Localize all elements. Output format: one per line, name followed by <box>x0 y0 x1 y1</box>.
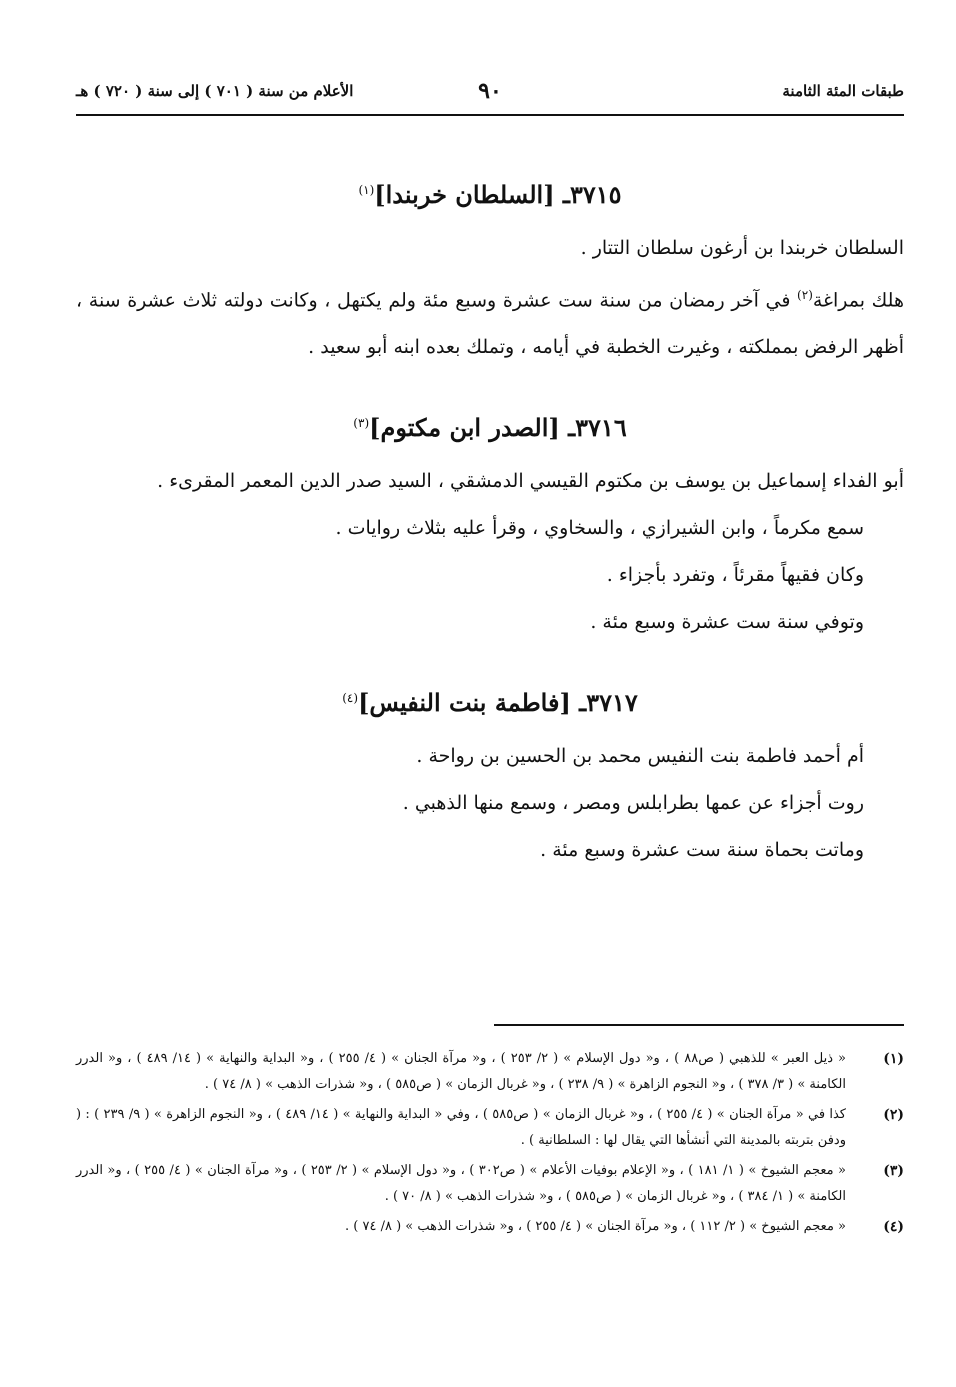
entry-paragraph: وتوفي سنة ست عشرة وسبع مئة . <box>590 611 864 634</box>
footnote-number: (٢) <box>883 1107 904 1123</box>
entry-paragraph: وماتت بحماة سنة ست عشرة وسبع مئة . <box>540 839 864 862</box>
entry-title: ٣٧١٦ـ [الصدر ابن مكتوم]$^{(٣)}$ <box>353 413 627 443</box>
entry-paragraph: أبو الفداء إسماعيل بن يوسف بن مكتوم القيسي الدمشقي ، السيد صدر الدين المعمر المقرىء . <box>157 470 904 493</box>
footnote-number: (٣) <box>883 1163 904 1179</box>
footnote: (٢) كذا في « مرآة الجنان » ( ٤/ ٢٥٥ ) ، و« غربال الزمان » ( ص٥٨٥ ) ، وفي « البداية والنهاية » ( ١٤/ ٤٨٩ ) ، و« النجوم الزاهرة » ( ٩/ ٢٣٩ ) : ( ودفن بتربته بالمدينة التي أنشأها التي يقال لها : السلطانية ) . <box>76 1102 904 1154</box>
footnote: (٣) « معجم الشيوخ » ( ١/ ١٨١ ) ، و« الإعلام بوفيات الأعلام » ( ص٣٠٢ ) ، و« دول الإسلام » ( ٢/ ٢٥٣ ) ، و« مرآة الجنان » ( ٤/ ٢٥٥ ) ، و« الدرر الكامنة » ( ١/ ٣٨٤ ) ، و« غربال الزمان » ( ص٥٨٥ ) ، و« شذرات الذهب » ( ٨/ ٧٠ ) . <box>76 1158 904 1210</box>
footnote: (٤) « معجم الشيوخ » ( ٢/ ١١٢ ) ، و« مرآة الجنان » ( ٤/ ٢٥٥ ) ، و« شذرات الذهب » ( ٨/ ٧٤ ) . <box>76 1214 904 1240</box>
footnote-rule <box>494 1024 904 1026</box>
entry-paragraph: السلطان خربندا بن أرغون سلطان التتار . <box>580 237 904 259</box>
footnote-ref: (٢) <box>797 288 813 302</box>
entry-paragraph: أم أحمد فاطمة بنت النفيس محمد بن الحسين بن رواحة . <box>416 745 864 768</box>
entry-paragraph: وكان فقيهاً مقرئاً ، وتفرد بأجزاء . <box>606 564 864 587</box>
footnote-ref: (١) <box>358 183 375 197</box>
entry-paragraph: سمع مكرماً ، وابن الشيرازي ، والسخاوي ، وقرأ عليه بثلاث روايات . <box>335 517 864 540</box>
page-number: ٩٠ <box>478 78 502 104</box>
entry-title: ٣٧١٥ـ [السلطان خربندا]$^{(١)}$ <box>358 180 622 209</box>
footnotes <box>76 1046 904 1244</box>
main-text <box>76 160 904 874</box>
header-rule <box>76 114 904 116</box>
footnote-ref: (٣) <box>353 416 370 431</box>
entry-title: ٣٧١٧ـ [فاطمة بنت النفيس]$^{(٤)}$ <box>342 688 638 718</box>
footnote-number: (١) <box>883 1051 904 1067</box>
book-title: طبقات المئة الثامنة <box>782 82 904 100</box>
footnote-number: (٤) <box>883 1219 904 1235</box>
section-title: الأعلام من سنة ( ٧٠١ ) إلى سنة ( ٧٢٠ ) هـ <box>76 82 354 100</box>
entry-paragraph: روت أجزاء عن عمها بطرابلس ومصر ، وسمع منها الذهبي . <box>402 792 864 815</box>
footnote: (١) « ذيل العبر » للذهبي ( ص٨٨ ) ، و« دول الإسلام » ( ٢/ ٢٥٣ ) ، و« مرآة الجنان » ( ٤/ ٢٥٥ ) ، و« البداية والنهاية » ( ١٤/ ٤٨٩ ) ، و« الدرر الكامنة » ( ٣/ ٣٧٨ ) ، و« النجوم الزاهرة » ( ٩/ ٢٣٨ ) ، و« غربال الزمان » ( ص٥٨٥ ) ، و« شذرات الذهب » ( ٨/ ٧٤ ) . <box>76 1046 904 1098</box>
running-header <box>76 78 904 108</box>
entry-paragraph: هلك بمراغة$^{(٢)}$ في آخر رمضان من سنة ست عشرة وسبع مئة ولم يكتهل ، وكانت دولته ثلاث عشرة سنة ، أظهر الرفض بمملكته ، وغيرت الخطبة في أيامه ، وتملك بعده ابنه أبو سعيد . <box>76 288 904 359</box>
footnote-ref: (٤) <box>342 691 359 706</box>
